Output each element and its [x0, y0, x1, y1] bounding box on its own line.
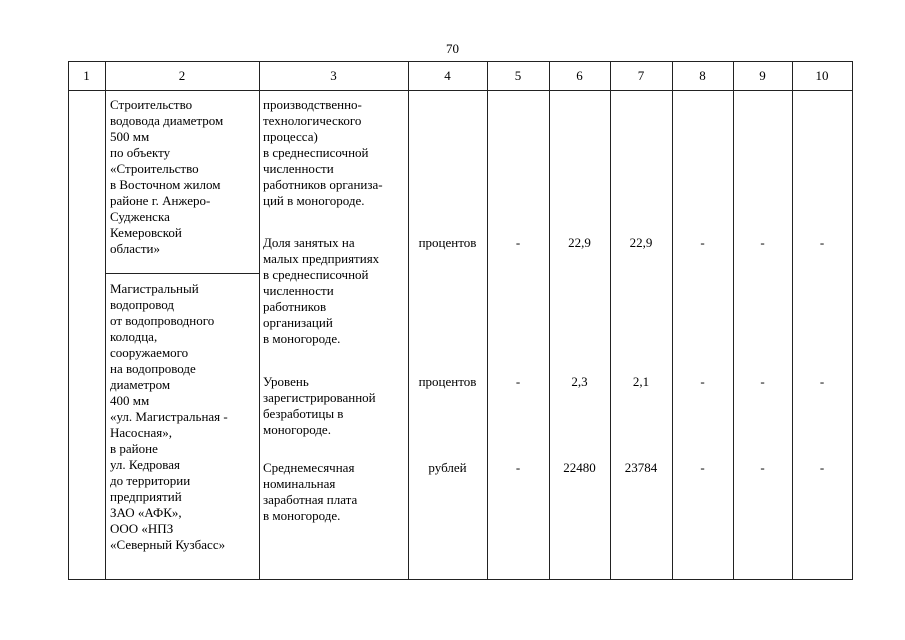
indicator-1-col6: 22,9	[568, 235, 591, 250]
text-line: 400 мм	[110, 393, 150, 408]
table-border-top	[68, 61, 853, 62]
col-border-5	[549, 61, 550, 580]
text-line: ул. Кедровая	[110, 457, 181, 472]
col-border-7	[672, 61, 673, 580]
text-line: в районе	[110, 441, 158, 456]
text-line: малых предприятиях	[263, 251, 380, 266]
indicator-1-col8: -	[700, 235, 705, 250]
column-header: 5	[514, 68, 522, 83]
text-line: Доля занятых на	[263, 235, 355, 250]
indicator-2-col9: -	[760, 374, 765, 389]
indicator-2-col7: 2,1	[632, 374, 650, 389]
indicator-name-1	[263, 235, 379, 347]
text-line: «Северный Кузбасс»	[110, 537, 226, 552]
column-header: 6	[576, 68, 583, 83]
text-line: до территории	[110, 473, 191, 488]
indicator-intro-text	[263, 97, 383, 209]
text-line: области»	[110, 241, 160, 256]
text-line: Кемеровской	[110, 225, 182, 240]
text-line: Строительство	[110, 97, 193, 112]
col-border-4	[487, 61, 488, 580]
text-line: районе г. Анжеро-	[110, 193, 211, 208]
text-line: диаметром	[110, 377, 171, 392]
indicator-1-unit: процентов	[418, 235, 477, 250]
column-header: 10	[815, 68, 829, 83]
text-line: 500 мм	[110, 129, 150, 144]
indicator-3-col5: -	[515, 460, 521, 475]
text-line: производственно-	[263, 97, 362, 112]
text-line: ООО «НПЗ	[110, 521, 174, 536]
indicator-1-col7: 22,9	[629, 235, 653, 250]
text-line: предприятий	[110, 489, 182, 504]
column-header: 8	[699, 68, 706, 83]
indicator-1-col5: -	[515, 235, 521, 250]
indicator-1-col10: -	[819, 235, 825, 250]
text-line: Среднемесячная	[263, 460, 355, 475]
indicator-3-col7: 23784	[624, 460, 658, 475]
column-header: 3	[330, 68, 337, 83]
text-line: Судженска	[110, 209, 170, 224]
text-line: от водопроводного	[110, 313, 215, 328]
text-line: ЗАО «АФК»,	[110, 505, 182, 520]
text-line: Магистральный	[110, 281, 199, 296]
col-border-1	[105, 61, 106, 580]
text-line: по объекту	[110, 145, 171, 160]
text-line: организаций	[263, 315, 333, 330]
text-line: технологического	[263, 113, 362, 128]
text-line: зарегистрированной	[263, 390, 376, 405]
text-line: колодца,	[110, 329, 158, 344]
text-line: моногороде.	[263, 422, 331, 437]
text-line: Насосная»,	[110, 425, 172, 440]
text-line: водовода диаметром	[110, 113, 224, 128]
column-header: 2	[178, 68, 186, 83]
text-line: работников организа-	[263, 177, 383, 192]
text-line: в Восточном жилом	[110, 177, 221, 192]
indicator-2-col8: -	[700, 374, 705, 389]
indicator-3-col6: 22480	[563, 460, 596, 475]
object-description-1	[110, 97, 223, 257]
col-border-8	[733, 61, 734, 580]
indicator-3-unit: рублей	[428, 460, 467, 475]
indicator-3-col10: -	[819, 460, 825, 475]
object-description-2	[110, 281, 228, 553]
col-border-left	[68, 61, 69, 580]
text-line: номинальная	[263, 476, 336, 491]
text-line: «ул. Магистральная -	[110, 409, 228, 424]
text-line: Уровень	[263, 374, 309, 389]
indicator-3-col9: -	[760, 460, 765, 475]
column-header: 9	[759, 68, 766, 83]
col-border-3	[408, 61, 409, 580]
col-border-right	[852, 61, 853, 580]
text-line: в моногороде.	[263, 508, 341, 523]
col-border-2	[259, 61, 260, 580]
text-line: процесса)	[263, 129, 318, 144]
column-header: 1	[83, 68, 90, 83]
text-line: сооружаемого	[110, 345, 189, 360]
text-line: в моногороде.	[263, 331, 341, 346]
col-border-6	[610, 61, 611, 580]
indicator-name-3	[263, 460, 357, 524]
text-line: безработицы в	[263, 406, 344, 421]
column-header: 7	[637, 68, 645, 83]
col-border-9	[792, 61, 793, 580]
text-line: заработная плата	[263, 492, 358, 507]
header-divider	[68, 90, 853, 91]
column-header: 4	[444, 68, 451, 83]
text-line: численности	[263, 161, 334, 176]
indicator-3-col8: -	[700, 460, 705, 475]
text-line: ций в моногороде.	[263, 193, 365, 208]
indicator-2-unit: процентов	[418, 374, 477, 389]
text-line: численности	[263, 283, 334, 298]
text-line: в среднесписочной	[263, 267, 369, 282]
indicator-2-col10: -	[819, 374, 825, 389]
table-border-bottom	[68, 579, 853, 580]
column2-row-divider	[105, 273, 259, 274]
indicator-2-col5: -	[515, 374, 521, 389]
page-number: 70	[446, 41, 459, 56]
text-line: в среднесписочной	[263, 145, 369, 160]
indicator-name-2	[263, 374, 376, 438]
text-line: на водопроводе	[110, 361, 196, 376]
text-line: работников	[263, 299, 327, 314]
text-line: водопровод	[110, 297, 175, 312]
indicator-2-col6: 2,3	[571, 374, 588, 389]
data-table	[68, 61, 853, 580]
indicator-1-col9: -	[760, 235, 765, 250]
text-line: «Строительство	[110, 161, 199, 176]
